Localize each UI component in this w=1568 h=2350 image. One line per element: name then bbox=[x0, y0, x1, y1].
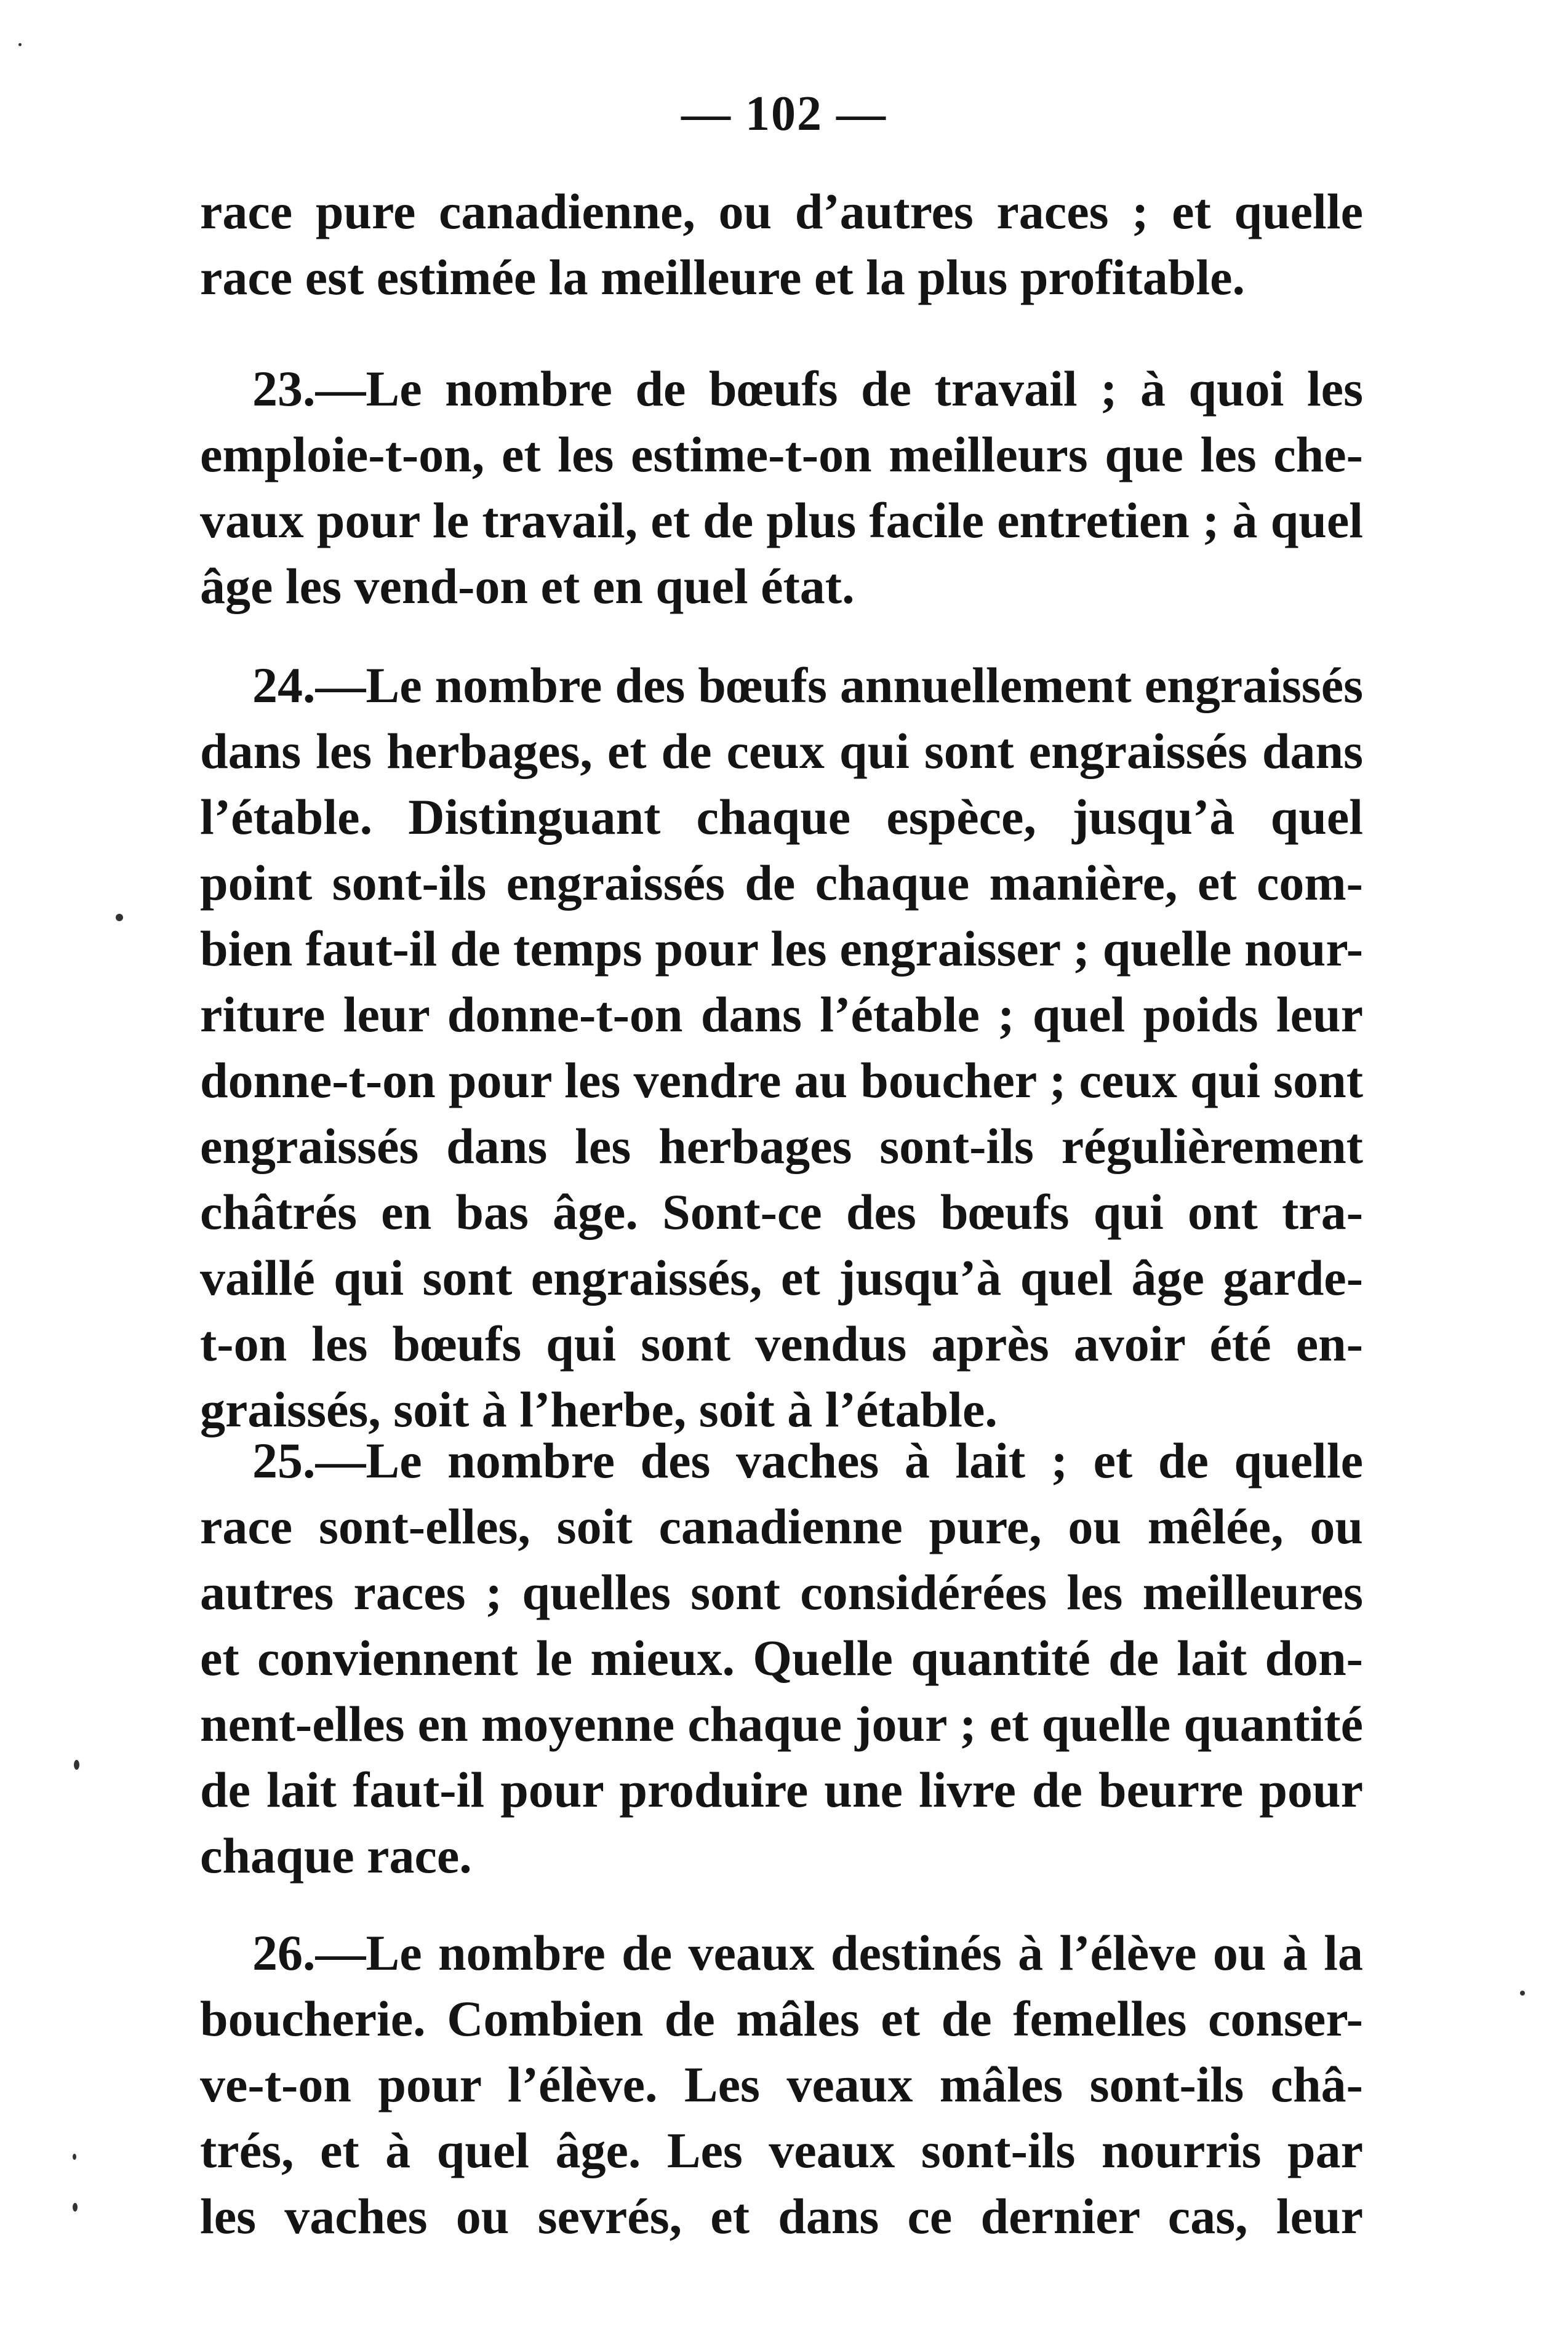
text-line: point sont-ils engraissés de chaque manière, et com- bbox=[200, 855, 1363, 911]
text-line: 25.—Le nombre des vaches à lait ; et de quelle bbox=[252, 1433, 1363, 1489]
text-line: race pure canadienne, ou d’autres races ; et quelle bbox=[200, 183, 1363, 239]
scan-speck bbox=[1520, 1991, 1525, 1996]
text-line: vaux pour le travail, et de plus facile entretien ; à quel bbox=[200, 492, 1363, 548]
text-line: race sont-elles, soit canadienne pure, ou mêlée, ou bbox=[200, 1498, 1363, 1554]
text-line: engraissés dans les herbages sont-ils régulièrement bbox=[200, 1118, 1363, 1174]
text-line: trés, et à quel âge. Les veaux sont-ils nourris par bbox=[200, 2122, 1363, 2178]
paragraph-24 bbox=[200, 652, 1363, 1442]
paragraph-continuation bbox=[200, 178, 1363, 310]
text-line: châtrés en bas âge. Sont-ce des bœufs qui ont tra- bbox=[200, 1184, 1363, 1240]
text-line: emploie-t-on, et les estime-t-on meilleurs que les che- bbox=[200, 426, 1363, 482]
page-number: — 102 — bbox=[681, 87, 887, 141]
text-line: chaque race. bbox=[200, 1828, 472, 1884]
scan-speck bbox=[74, 1760, 79, 1770]
text-line: l’étable. Distinguant chaque espèce, jusqu’à quel bbox=[200, 789, 1363, 845]
text-line: vaillé qui sont engraissés, et jusqu’à quel âge garde- bbox=[200, 1250, 1363, 1306]
scan-speck bbox=[18, 43, 22, 46]
text-line: les vaches ou sevrés, et dans ce dernier cas, leur bbox=[200, 2188, 1363, 2244]
text-line: et conviennent le mieux. Quelle quantité de lait don- bbox=[200, 1630, 1363, 1686]
text-line: 24.—Le nombre des bœufs annuellement engraissés bbox=[252, 657, 1363, 713]
text-line: âge les vend-on et en quel état. bbox=[200, 558, 855, 614]
scan-speck bbox=[116, 914, 123, 921]
paragraph-23 bbox=[200, 356, 1363, 619]
text-line: donne-t-on pour les vendre au boucher ; ceux qui sont bbox=[200, 1052, 1363, 1108]
text-line: 23.—Le nombre de bœufs de travail ; à quoi les bbox=[252, 361, 1363, 417]
text-line: graissés, soit à l’herbe, soit à l’étable. bbox=[200, 1381, 998, 1437]
paragraph-26 bbox=[200, 1920, 1363, 2249]
text-line: bien faut-il de temps pour les engraisser ; quelle nour- bbox=[200, 921, 1363, 977]
text-line: autres races ; quelles sont considérées les meilleures bbox=[200, 1564, 1363, 1620]
scan-speck bbox=[73, 2154, 76, 2160]
text-line: race est estimée la meilleure et la plus profitable. bbox=[200, 249, 1246, 305]
text-line: t-on les bœufs qui sont vendus après avoir été en- bbox=[200, 1316, 1363, 1372]
text-line: 26.—Le nombre de veaux destinés à l’élève ou à la bbox=[252, 1925, 1363, 1981]
text-line: ve-t-on pour l’élève. Les veaux mâles sont-ils châ- bbox=[200, 2056, 1363, 2112]
text-line: boucherie. Combien de mâles et de femelles conser- bbox=[200, 1991, 1363, 2047]
paragraph-25 bbox=[200, 1428, 1363, 1888]
text-line: dans les herbages, et de ceux qui sont engraissés dans bbox=[200, 723, 1363, 779]
text-line: de lait faut-il pour produire une livre de beurre pour bbox=[200, 1762, 1363, 1818]
text-line: riture leur donne-t-on dans l’étable ; quel poids leur bbox=[200, 986, 1363, 1042]
scan-speck bbox=[73, 2203, 78, 2212]
text-line: nent-elles en moyenne chaque jour ; et quelle quantité bbox=[200, 1696, 1363, 1752]
